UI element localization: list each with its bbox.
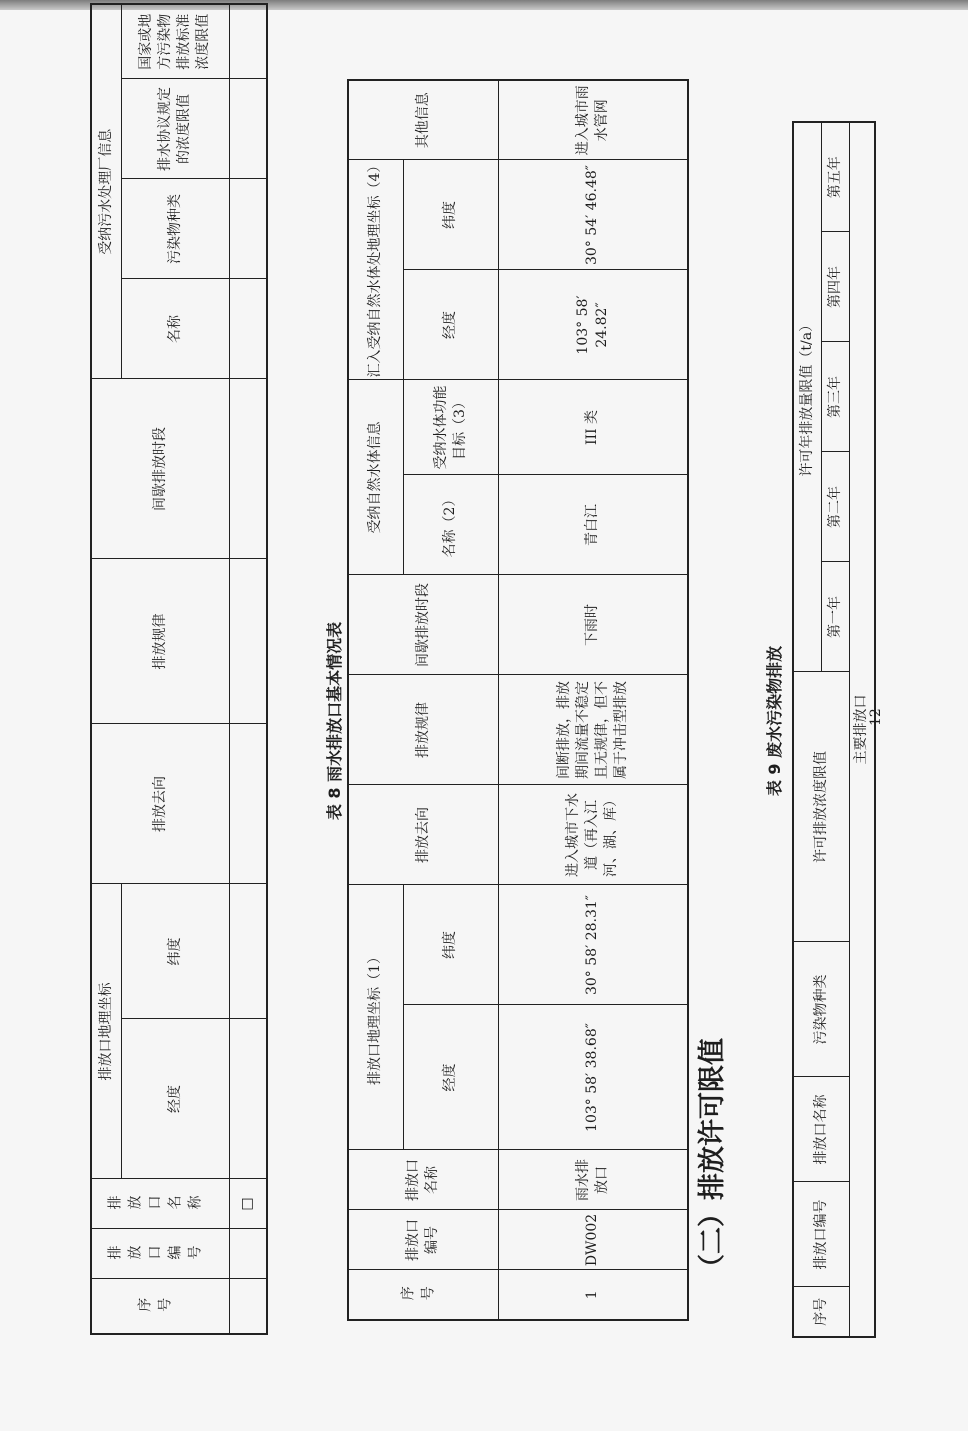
header-seq: 序号 (793, 1287, 849, 1337)
header-water-info: 受纳自然水体信息 (348, 380, 403, 575)
header-pattern: 排放规律 (348, 675, 498, 785)
header-outlet-name: 排放口名称 (793, 1077, 849, 1182)
header-pollutant: 污染物种类 (793, 942, 849, 1077)
header-outlet-no: 排放口编号 (91, 1229, 229, 1279)
header-concentration-limit: 许可排放浓度限值 (793, 672, 849, 942)
cell-water-name: 青白江 (498, 475, 688, 575)
table-row (229, 4, 267, 1334)
cell-merge-longitude: 103° 58′ 24.82″ (498, 270, 688, 380)
header-agreement-limit: 排水协议规定的浓度限值 (121, 79, 229, 179)
table-9-wastewater-emission (792, 121, 876, 1338)
header-water-name: 名称（2） (403, 475, 498, 575)
cell-water-function: III 类 (498, 380, 688, 475)
cell-direction: 进入城市下水道（再入江河、湖、库） (498, 785, 688, 885)
header-annual-limit: 许可年排放量限值（t/a） (793, 122, 821, 672)
header-coordinates: 排放口地理坐标（1） (348, 885, 403, 1150)
cell-other-info: 进入城市雨水管网 (498, 80, 688, 160)
header-year-3: 第三年 (821, 342, 849, 452)
header-year-2: 第二年 (821, 452, 849, 562)
cell-merge-latitude: 30° 54′ 46.48″ (498, 160, 688, 270)
header-merge-latitude: 纬度 (403, 160, 498, 270)
section-main-outlet: 主要排放口 (849, 122, 875, 1337)
table-8-rainwater-outlet (347, 79, 689, 1321)
header-outlet-name: 排放口名称 (348, 1150, 498, 1210)
header-water-function: 受纳水体功能目标（3） (403, 380, 498, 475)
header-standard-limit: 国家或地方污染物排放标准浓度限值 (121, 4, 229, 79)
header-period: 间歇排放时段 (91, 379, 229, 559)
table-row (498, 80, 688, 1320)
header-plant-info: 受纳污水处理厂信息 (91, 4, 121, 379)
header-direction: 排放去向 (348, 785, 498, 885)
header-direction: 排放去向 (91, 724, 229, 884)
header-outlet-name: 排放口名称 (91, 1179, 229, 1229)
cell-longitude: 103° 58′ 38.68″ (498, 1005, 688, 1150)
header-longitude: 经度 (403, 1005, 498, 1150)
header-plant-name: 名称 (121, 279, 229, 379)
table-8-caption: 表 8 雨水排放口基本情况表 (325, 621, 344, 821)
header-latitude: 纬度 (121, 884, 229, 1019)
header-year-5: 第五年 (821, 122, 849, 232)
header-pollutant: 污染物种类 (121, 179, 229, 279)
header-longitude: 经度 (121, 1019, 229, 1179)
cell-seq: 1 (498, 1270, 688, 1320)
header-outlet-no: 排放口编号 (348, 1210, 498, 1270)
header-year-1: 第一年 (821, 562, 849, 672)
header-latitude: 纬度 (403, 885, 498, 1005)
header-pattern: 排放规律 (91, 559, 229, 724)
header-coordinates: 排放口地理坐标 (91, 884, 121, 1179)
header-seq: 序号 (348, 1270, 498, 1320)
header-other-info: 其他信息 (348, 80, 498, 160)
header-period: 间歇排放时段 (348, 575, 498, 675)
cell-pattern: 间断排放，排放期间流量不稳定且无规律，但不属于冲击型排放 (498, 675, 688, 785)
cell-outlet-no: DW002 (498, 1210, 688, 1270)
header-seq: 序号 (91, 1279, 229, 1334)
cell-period: 下雨时 (498, 575, 688, 675)
header-merge-longitude: 经度 (403, 270, 498, 380)
table-7-outlet-info (90, 3, 268, 1335)
cell-latitude: 30° 58′ 28.31″ (498, 885, 688, 1005)
header-outlet-no: 排放口编号 (793, 1182, 849, 1287)
section-heading: （二）排放许可限值 (697, 1038, 728, 1281)
header-merge-coordinates: 汇入受纳自然水体处地理坐标（4） (348, 160, 403, 380)
page-number: 12 (868, 708, 884, 726)
header-year-4: 第四年 (821, 232, 849, 342)
cell-outlet-name: □ (229, 1179, 267, 1229)
table-9-caption: 表 9 废水污染物排放 (765, 645, 784, 797)
cell-outlet-name: 雨水排放口 (498, 1150, 688, 1210)
